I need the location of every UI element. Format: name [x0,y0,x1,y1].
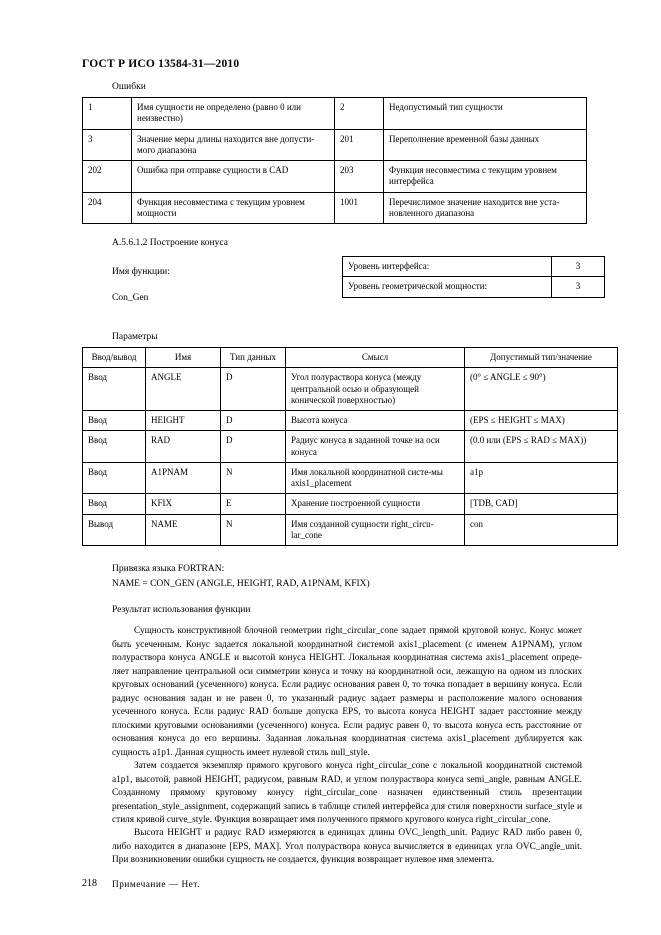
error-desc-1: Функция несовместима с текущим уровнем мощности [132,192,335,224]
level-value: 3 [552,257,605,277]
param-allowed: (0° ≤ ANGLE ≤ 90°) [465,368,618,411]
table-row [83,462,618,494]
param-meaning: Угол полураствора конуса (между центральной осью и образующей конической поверхностью) [286,368,465,411]
level-label: Уровень геометрической мощности: [343,277,552,297]
clause-title: А.5.6.1.2 Построение конуса [112,238,228,248]
param-meaning: Высота конуса [286,411,465,431]
result-paragraph-1: Сущность конструктивной блочной геометрии right_circular_cone задает прямой круговой конус. Конус может быть усеченным. Конус задается локальной координатной системой axis1_placement (с именем A1PNAM), углом полураствора конуса ANGLE и высотой конуса HEIGHT. Локальная координатная система axis1_placement опреде-ляет направление центральной оси симметрии конуса и точку на координатной оси, лежащую на одном из плоских круговых оснований (усеченного) конуса. Если радиус основания равен 0, то точка попадает в вершину конуса. Если радиус основания задан и не равен 0, то указанный радиус задает размеры и расположение малого основания усеченного конуса. Если радиус RAD больше допуска EPS, то высота конуса HEIGHT задает расстояние между плоскими круговыми основаниями (усеченного) конуса. Если радиус равен 0, то высота конуса есть расстояние от основания конуса до его вершины. Заданная локальная координатная система axis1_placement дублируется как сущность a1p1. Данная сущность имеет нулевой стиль null_style. [112,626,582,758]
error-code-1: 204 [83,192,132,224]
col-header-name: Имя [146,348,221,368]
param-type: N [221,514,286,546]
error-code-2: 1001 [335,192,384,224]
errors-table [82,97,587,224]
error-code-1: 3 [83,129,132,161]
param-allowed: [TDB, CAD] [465,494,618,514]
level-label: Уровень интерфейса: [343,257,552,277]
param-io: Ввод [83,368,146,411]
param-allowed: a1p [465,462,618,494]
param-allowed: (EPS ≤ HEIGHT ≤ MAX) [465,411,618,431]
table-header-row [83,348,618,368]
param-meaning: Радиус конуса в заданной точке на оси конуса [286,431,465,463]
param-io: Ввод [83,462,146,494]
table-row [83,98,587,130]
param-meaning: Имя созданной сущности right_circu-lar_cone [286,514,465,546]
table-row [83,368,618,411]
col-header-allowed: Допустимый тип/значение [465,348,618,368]
table-row [83,494,618,514]
note-text: Примечание — Нет. [112,879,200,890]
col-header-io: Ввод/вывод [83,348,146,368]
fortran-label: Привязка языка FORTRAN: [112,564,225,574]
col-header-type: Тип данных [221,348,286,368]
page-number: 218 [82,878,97,889]
param-name: HEIGHT [146,411,221,431]
param-name: NAME [146,514,221,546]
param-meaning: Хранение построенной сущности [286,494,465,514]
table-row [83,411,618,431]
function-identity-block [82,260,582,318]
param-allowed: con [465,514,618,546]
function-name-label: Имя функции: [112,267,170,277]
table-row [83,129,587,161]
parameters-table [82,347,618,546]
fortran-signature: NAME = CON_GEN (ANGLE, HEIGHT, RAD, A1PNAM, KFIX) [112,578,370,589]
fortran-binding [112,562,582,591]
table-row [343,257,605,277]
error-desc-2: Недопустимый тип сущности [384,98,587,130]
table-row [83,514,618,546]
error-desc-2: Переполнение временной базы данных [384,129,587,161]
param-type: N [221,462,286,494]
levels-table [342,256,605,298]
error-code-2: 201 [335,129,384,161]
error-desc-2: Функция несовместима с текущим уровнем интерфейса [384,161,587,193]
param-type: D [221,411,286,431]
error-code-1: 1 [83,98,132,130]
param-name: RAD [146,431,221,463]
error-desc-2: Перечислимое значение находится вне уста-новленного диапазона [384,192,587,224]
table-row [83,161,587,193]
result-heading: Результат использования функции [112,605,251,616]
parameters-caption: Параметры [112,332,158,342]
error-desc-1: Значение меры длины находится вне допусти-мого диапазона [132,129,335,161]
error-desc-1: Имя сущности не определено (равно 0 или неизвестно) [132,98,335,130]
error-code-1: 202 [83,161,132,193]
level-value: 3 [552,277,605,297]
error-desc-1: Ошибка при отправке сущности в CAD [132,161,335,193]
param-type: D [221,368,286,411]
result-body [112,625,582,867]
param-io: Ввод [83,411,146,431]
param-name: KFIX [146,494,221,514]
param-name: A1PNAM [146,462,221,494]
param-type: D [221,431,286,463]
table-row [343,277,605,297]
param-meaning: Имя локальной координатной систе-мы axis1_placement [286,462,465,494]
param-io: Ввод [83,431,146,463]
function-name-value: Con_Gen [112,293,149,303]
param-io: Ввод [83,494,146,514]
col-header-meaning: Смысл [286,348,465,368]
param-allowed: (0.0 или (EPS ≤ RAD ≤ MAX)) [465,431,618,463]
result-paragraph-3: Высота HEIGHT и радиус RAD измеряются в единицах длины OVC_length_unit. Радиус RAD либо равен 0, либо находится в диапазоне [EPS, MAX]. Угол полураствора конуса вычисляется в единицах угла OVC_angle_unit. При возникновении ошибки сущность не создается, функция возвращает нулевое имя элемента. [112,828,582,866]
param-name: ANGLE [146,368,221,411]
document-header: ГОСТ Р ИСО 13584-31—2010 [82,58,240,70]
function-levels-block [342,256,582,298]
table-row [83,431,618,463]
error-code-2: 2 [335,98,384,130]
result-paragraph-2: Затем создается экземпляр прямого кругового конуса right_circular_cone с локальной координатной системой a1p1, высотой, равной HEIGHT, радиусом, равным RAD, и углом полураствора конуса semi_angle, равным ANGLE. Созданному прямому круговому конусу right_circular_cone назначен единственный стиль презентации presentation_style_assignment, содержащий запись в таблице стилей интерфейса для стиля поверхности surface_style и стиля кривой curve_style. Функция возвращает имя полученного прямого кругового конуса right_circular_cone. [112,761,582,825]
errors-caption: Ошибки [112,82,146,92]
param-type: E [221,494,286,514]
error-code-2: 203 [335,161,384,193]
param-io: Вывод [83,514,146,546]
page-content [82,82,592,890]
table-row [83,192,587,224]
